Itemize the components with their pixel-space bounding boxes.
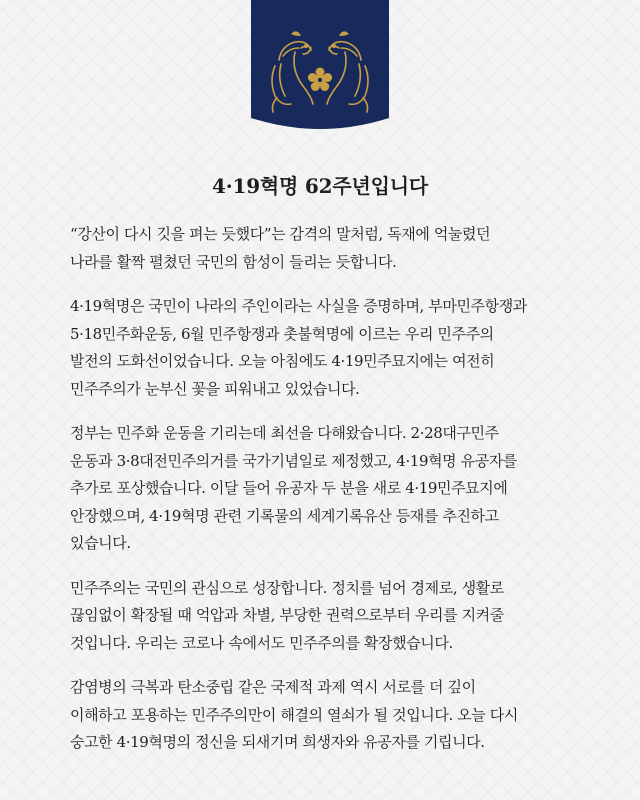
- text-line: 4·19혁명은 국민이 나라의 주인이라는 사실을 증명하며, 부마민주항쟁과: [70, 297, 527, 315]
- paragraph: [70, 575, 586, 658]
- page-title: 4·19혁명 62주년입니다: [212, 174, 428, 198]
- paragraph: [70, 674, 586, 757]
- text-line: 추가로 포상했습니다. 이달 들어 유공자 두 분을 새로 4·19민주묘지에: [70, 479, 508, 497]
- text-line: 끊임없이 확장될 때 억압과 차별, 부당한 권력으로부터 우리를 지켜줄: [70, 606, 504, 624]
- text-line: 나라를 활짝 펼쳤던 국민의 함성이 들리는 듯합니다.: [70, 252, 397, 271]
- text-line: 민주주의는 국민의 관심으로 성장합니다. 정치를 넘어 경제로, 생활로: [70, 578, 504, 597]
- text-line: 숭고한 4·19혁명의 정신을 되새기며 희생자와 유공자를 기립니다.: [70, 733, 485, 751]
- text-line: 이해하고 포용하는 민주주의만이 해결의 열쇠가 될 것입니다. 오늘 다시: [70, 705, 518, 724]
- text-line: 감염병의 극복과 탄소중립 같은 국제적 과제 역시 서로를 더 깊이: [70, 678, 476, 696]
- text-line: 발전의 도화선이었습니다. 오늘 아침에도 4·19민주묘지에는 여전히: [70, 352, 495, 370]
- text-line: 있습니다.: [70, 534, 131, 552]
- paragraph: [70, 221, 586, 276]
- paragraph: [70, 293, 586, 403]
- text-line: 운동과 3·8대전민주의거를 국가기념일로 제정했고, 4·19혁명 유공자를: [70, 451, 518, 470]
- text-line: 것입니다. 우리는 코로나 속에서도 민주주의를 확장했습니다.: [70, 633, 453, 652]
- paragraph: [70, 420, 586, 558]
- text-line: 정부는 민주화 운동을 기리는데 최선을 다해왔습니다. 2·28대구민주: [70, 424, 499, 442]
- message-body: [70, 221, 586, 774]
- emblem-banner: [251, 0, 389, 134]
- text-line: 민주주의가 눈부신 꽃을 피워내고 있었습니다.: [70, 379, 360, 398]
- text-line: 안장했으며, 4·19혁명 관련 기록물의 세계기록유산 등재를 추진하고: [70, 506, 499, 525]
- text-line: 5·18민주화운동, 6월 민주항쟁과 촛불혁명에 이르는 우리 민주주의: [70, 324, 494, 343]
- phoenix-mugunghwa-emblem-icon: [251, 0, 389, 134]
- text-line: “강산이 다시 깃을 펴는 듯했다”는 감격의 말처럼, 독재에 억눌렸던: [70, 225, 491, 243]
